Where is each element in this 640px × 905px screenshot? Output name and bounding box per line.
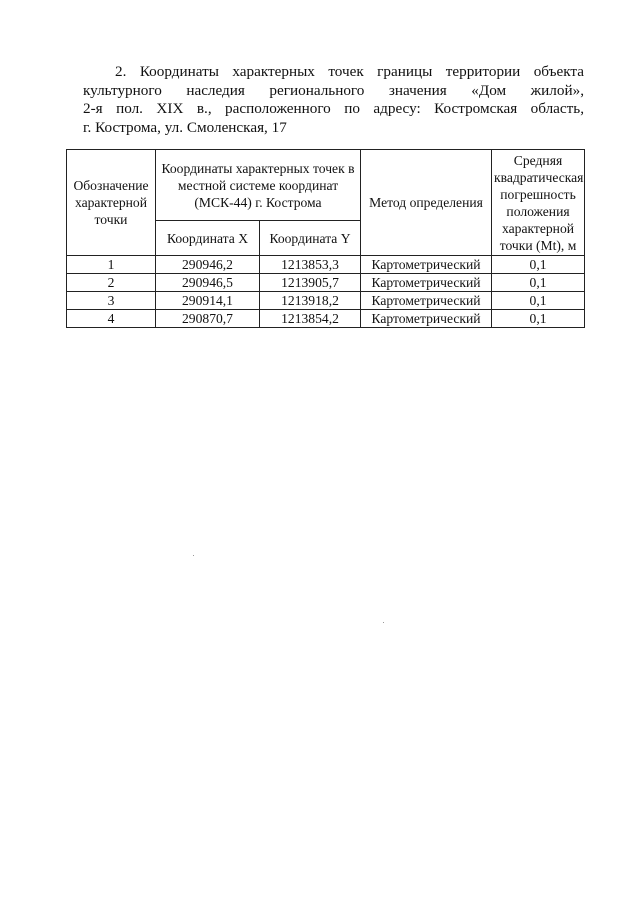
cell-error: 0,1 bbox=[492, 310, 585, 328]
table-header-row bbox=[67, 150, 585, 221]
cell-x: 290914,1 bbox=[156, 292, 260, 310]
cell-error: 0,1 bbox=[492, 274, 585, 292]
cell-point: 1 bbox=[67, 256, 156, 274]
header-error: Средняя квадратическая погрешность положения характерной точки (Mt), м bbox=[492, 150, 585, 256]
paragraph-line: 2-я пол. XIX в., расположенного по адресу: Костромская область, bbox=[83, 100, 584, 118]
cell-method: Картометрический bbox=[361, 256, 492, 274]
cell-error: 0,1 bbox=[492, 292, 585, 310]
table-row bbox=[67, 274, 585, 292]
cell-x: 290946,2 bbox=[156, 256, 260, 274]
cell-x: 290870,7 bbox=[156, 310, 260, 328]
cell-method: Картометрический bbox=[361, 310, 492, 328]
table-row bbox=[67, 292, 585, 310]
paragraph-line: культурного наследия регионального значения «Дом жилой», bbox=[83, 81, 584, 99]
cell-y: 1213905,7 bbox=[260, 274, 361, 292]
coordinates-paragraph bbox=[83, 63, 584, 137]
cell-error: 0,1 bbox=[492, 256, 585, 274]
cell-y: 1213854,2 bbox=[260, 310, 361, 328]
header-coord-x: Координата X bbox=[156, 221, 260, 256]
cell-y: 1213918,2 bbox=[260, 292, 361, 310]
header-method: Метод определения bbox=[361, 150, 492, 256]
cell-method: Картометрический bbox=[361, 274, 492, 292]
cell-y: 1213853,3 bbox=[260, 256, 361, 274]
cell-method: Картометрический bbox=[361, 292, 492, 310]
cell-x: 290946,5 bbox=[156, 274, 260, 292]
header-point: Обозначение характерной точки bbox=[67, 150, 156, 256]
header-coords-group: Координаты характерных точек в местной системе координат (МСК-44) г. Кострома bbox=[156, 150, 361, 221]
paragraph-line: 2. Координаты характерных точек границы территории объекта bbox=[115, 63, 584, 80]
scan-speck bbox=[383, 622, 384, 623]
cell-point: 3 bbox=[67, 292, 156, 310]
scan-speck bbox=[193, 555, 194, 556]
cell-point: 4 bbox=[67, 310, 156, 328]
cell-point: 2 bbox=[67, 274, 156, 292]
table-row bbox=[67, 310, 585, 328]
paragraph-line: г. Кострома, ул. Смоленская, 17 bbox=[83, 118, 287, 136]
header-coord-y: Координата Y bbox=[260, 221, 361, 256]
coordinates-table bbox=[66, 149, 585, 328]
table-row bbox=[67, 256, 585, 274]
